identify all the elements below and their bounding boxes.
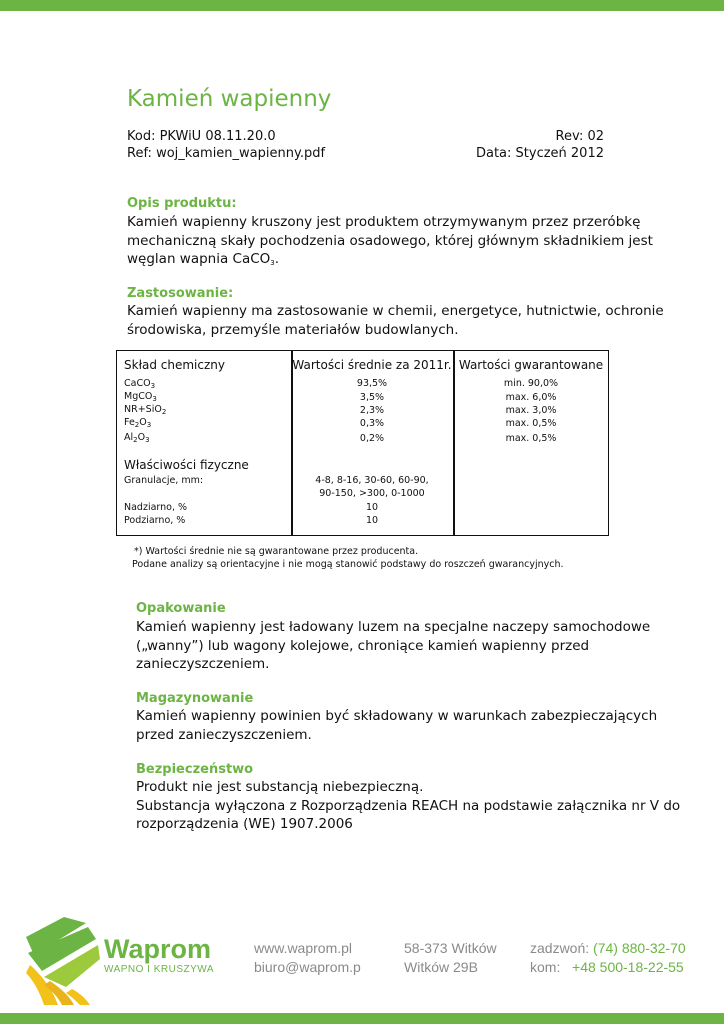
document-date: Data: Styczeń 2012 [475,146,604,161]
chem-name-text: Al [124,432,134,443]
chem-guaranteed: min. 90,0% [503,378,559,389]
section-body-storage [136,707,657,744]
safety-line: rozporządzenia (WE) 1907.2006 [136,816,353,832]
phone-number[interactable]: (74) 880-32-70 [593,940,686,956]
top-green-bar [0,0,724,11]
brand-name: Waprom [104,934,211,964]
chem-name-text: Fe [124,417,135,428]
description-line: mechaniczną skały pochodzenia osadowego, której głównym składnikiem jest [127,232,653,249]
description-line: Kamień wapienny kruszony jest produktem otrzymywanym przez przeróbkę [127,214,641,230]
mobile-number[interactable]: +48 500-18-22-55 [572,959,684,975]
chem-average: 0,2% [359,433,385,444]
chem-guaranteed: max. 0,5% [505,433,557,444]
chem-name-text: CaCO [124,378,151,389]
chem-name-text: MgCO [124,391,153,402]
oversize-label: Nadziarno, % [124,502,188,513]
footer-contact-web [254,939,361,977]
safety-line: Produkt nie jest substancją niebezpieczną. [136,779,424,795]
chem-name-text: O [139,417,147,428]
chem-subscript: 2 [134,421,140,429]
section-body-safety [136,778,680,834]
chem-name [124,417,151,429]
section-heading-application: Zastosowanie: [127,286,234,301]
description-line [127,250,653,273]
phone-label: zadzwoń: [530,940,590,956]
undersize-value: 10 [365,515,379,526]
section-body-description [127,213,653,273]
chem-subscript: 2 [161,408,167,416]
chem-average: 93,5% [356,378,388,389]
composition-table [116,350,609,536]
section-body-packaging [136,618,650,674]
file-reference: Ref: woj_kamien_wapienny.pdf [127,146,326,161]
mobile-label: kom: [530,959,561,975]
chem-average: 2,3% [359,405,385,416]
section-heading-packaging: Opakowanie [136,601,226,616]
email-link[interactable]: biuro@waprom.p [254,959,361,975]
application-line: Kamień wapienny ma zastosowanie w chemii, energetyce, hutnictwie, ochronie [127,303,664,319]
chem-subscript: 3 [145,436,150,444]
footer-phones [530,939,686,977]
storage-line: Kamień wapienny powinien być składowany w warunkach zabezpieczających [136,708,658,724]
chem-average: 3,5% [359,392,385,403]
footnote-line: *) Wartości średnie nie są gwarantowane przez producenta. [134,546,419,557]
oversize-value: 10 [365,502,379,513]
storage-line: przed zanieczyszczeniem. [136,726,312,743]
street-address: Witków 29B [404,959,478,975]
column-header-average: Wartości średnie za 2011r. [292,358,452,372]
brand-tagline: WAPNO I KRUSZYWA [104,964,215,975]
section-heading-safety: Bezpieczeństwo [136,762,254,777]
chem-name-text: O [137,432,146,443]
packaging-line: Kamień wapienny jest ładowany luzem na specjalne naczepy samochodowe [136,619,651,635]
chem-name [124,404,166,416]
formula-subscript: 3 [270,259,275,267]
application-line: środowiska, przemyśle materiałów budowlanych. [127,321,459,338]
chem-subscript: 3 [146,421,152,429]
section-heading-description: Opis produktu: [127,196,237,211]
chem-subscript: 2 [133,436,138,444]
footer-address [404,939,497,977]
undersize-label: Podziarno, % [124,515,186,526]
granulation-label: Granulacje, mm: [124,475,204,486]
mobile-row [530,958,686,977]
chem-name [124,378,155,390]
document-title: Kamień wapienny [127,86,332,112]
description-line-text: węglan wapnia CaCO [127,251,271,267]
bottom-green-bar [0,1013,724,1024]
safety-line: Substancja wyłączona z Rozporządzenia REACH na podstawie załącznika nr V do [136,797,681,814]
chem-name-text: NR+SiO [124,404,162,415]
chem-name [124,432,150,444]
chem-guaranteed: max. 0,5% [505,418,557,429]
chem-average: 0,3% [359,418,385,429]
physical-properties-heading: Właściwości fizyczne [124,458,249,472]
footnote-line: Podane analizy są orientacyjne i nie mogą stanowić podstawy do roszczeń gwarancyjnych. [132,559,564,570]
chem-subscript: 3 [152,395,157,403]
chem-subscript: 3 [150,382,156,390]
column-header-composition: Skład chemiczny [124,358,225,372]
description-line-tail: . [274,251,280,267]
product-code: Kod: PKWiU 08.11.20.0 [127,129,276,144]
table-footnotes [134,545,564,571]
phone-row [530,939,686,958]
chem-guaranteed: max. 3,0% [505,405,557,416]
granulation-values-line2: 90-150, >300, 0-1000 [319,488,425,499]
column-header-guaranteed: Wartości gwarantowane [458,358,604,372]
doc-meta-left [127,128,325,162]
chem-name [124,391,157,403]
chem-guaranteed: max. 6,0% [505,392,557,403]
section-body-application [127,302,664,339]
section-heading-storage: Magazynowanie [136,691,254,706]
postal-code-city: 58-373 Witków [404,940,497,956]
packaging-line: („wanny”) lub wagony kolejowe, chroniące kamień wapienny przed [136,637,590,654]
granulation-values-line1: 4-8, 8-16, 30-60, 60-90, [315,475,429,486]
website-link[interactable]: www.waprom.pl [254,940,353,956]
doc-meta-right [476,128,604,162]
revision: Rev: 02 [555,129,604,144]
packaging-line: zanieczyszczeniem. [136,656,270,672]
